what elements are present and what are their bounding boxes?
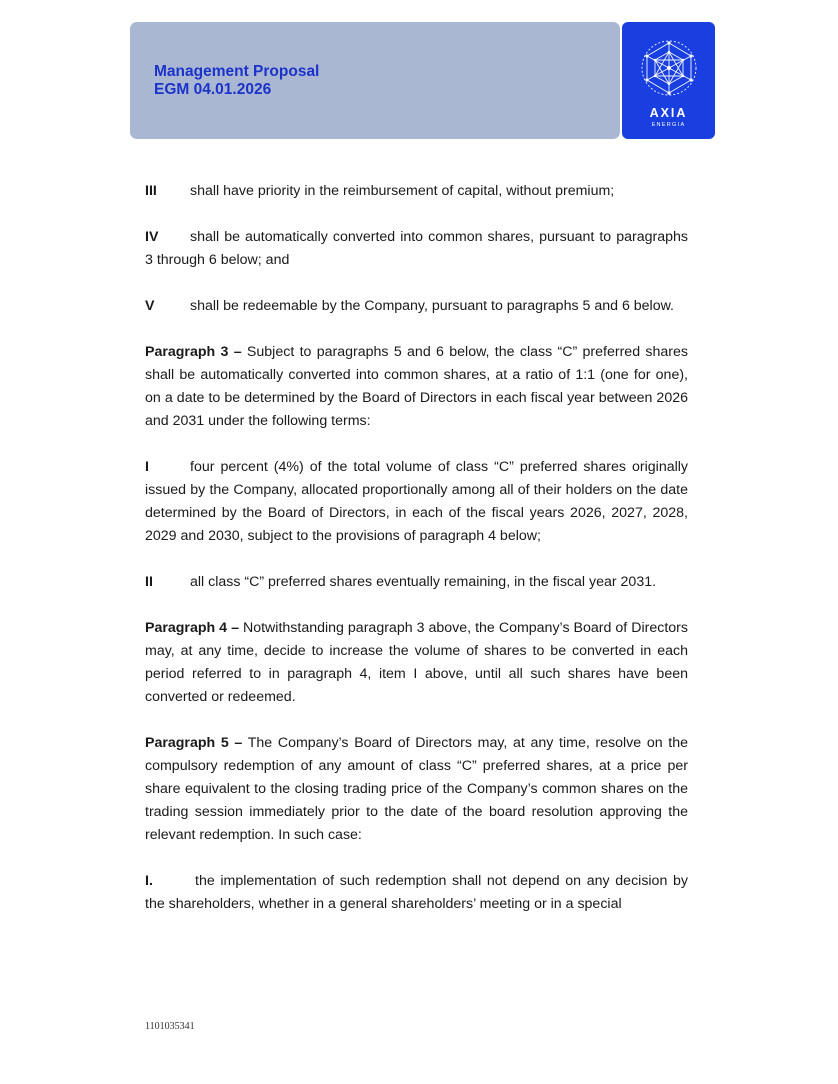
paragraph-3-item-i	[145, 456, 688, 548]
item-text: shall have priority in the reimbursement of capital, without premium;	[190, 183, 615, 199]
header-line-2: EGM 04.01.2026	[154, 81, 272, 98]
document-body	[145, 180, 688, 939]
document-code: 1101035341	[145, 1021, 195, 1032]
company-logo	[622, 22, 715, 139]
paragraph-heading: Paragraph 4 –	[145, 620, 239, 636]
paragraph-text: Subject to paragraphs 5 and 6 below, the class “C” preferred shares shall be automatically converted into common shares, at a ratio of 1:1 (one for one), on a date to be determined by the Board of Directors in each fiscal year between 2026 and 2031 under the following terms:	[145, 344, 688, 429]
item-number: I	[145, 459, 149, 475]
item-text: four percent (4%) of the total volume of class “C” preferred shares originally issued by the Company, allocated proportionally among all of their holders on the date determined by the Board of Directors, in each of the fiscal years 2026, 2027, 2028, 2029 and 2030, subject to the provisions of paragraph 4 below;	[145, 459, 688, 544]
item-number: IV	[145, 229, 159, 245]
paragraph-text: Notwithstanding paragraph 3 above, the Company’s Board of Directors may, at any time, decide to increase the volume of shares to be converted in each period referred to in paragraph 4, item I above, until all such shares have been converted or redeemed.	[145, 620, 688, 705]
paragraph-4	[145, 617, 688, 709]
paragraph-heading: Paragraph 3 –	[145, 344, 242, 360]
paragraph-5	[145, 732, 688, 847]
item-number: III	[145, 183, 157, 199]
item-number: V	[145, 298, 155, 314]
item-number: II	[145, 574, 153, 590]
item-text: shall be automatically converted into common shares, pursuant to paragraphs 3 through 6 below; and	[145, 229, 688, 268]
item-text: all class “C” preferred shares eventually remaining, in the fiscal year 2031.	[190, 574, 657, 590]
logo-name: AXIA	[649, 106, 688, 120]
paragraph-heading: Paragraph 5 –	[145, 735, 243, 751]
logo-subtitle: ENERGIA	[651, 122, 686, 128]
item-text: shall be redeemable by the Company, pursuant to paragraphs 5 and 6 below.	[190, 298, 675, 314]
paragraph-5-item-i	[145, 870, 688, 916]
item-v	[145, 295, 688, 318]
paragraph-text: The Company’s Board of Directors may, at any time, resolve on the compulsory redemption of any amount of class “C” preferred shares, at a price per share equivalent to the closing trading price of the Company’s common shares on the trading session immediately prior to the date of the board resolution approving the relevant redemption. In such case:	[145, 735, 689, 843]
document-header-title	[154, 63, 319, 99]
paragraph-3	[145, 341, 688, 433]
paragraph-3-item-ii	[145, 571, 688, 594]
item-number: I.	[145, 873, 153, 889]
item-iii	[145, 180, 688, 203]
header-line-1: Management Proposal	[154, 63, 320, 80]
item-text: the implementation of such redemption shall not depend on any decision by the shareholders, whether in a general shareholders’ meeting or in a special	[145, 873, 688, 912]
item-iv	[145, 226, 688, 272]
globe-icon	[639, 38, 699, 98]
